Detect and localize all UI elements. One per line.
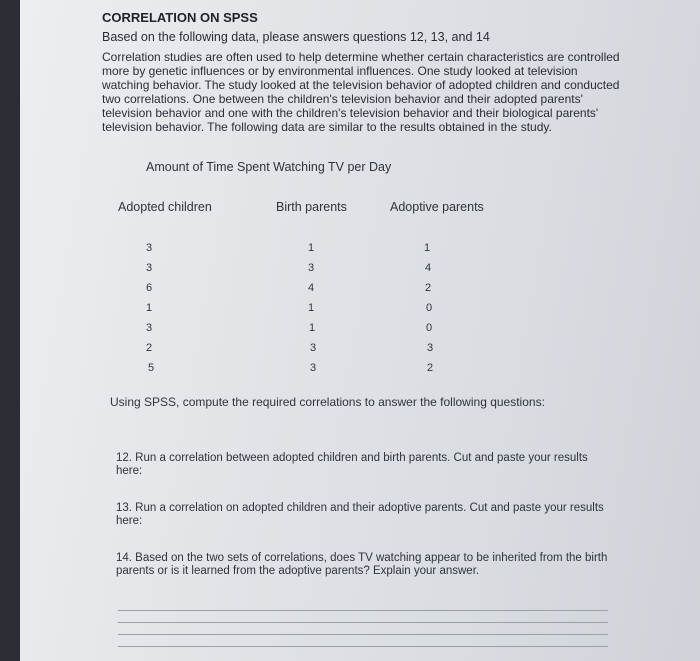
adopted-children-value: 3 (145, 242, 153, 254)
instructions-subtitle: Based on the following data, please answers questions 12, 13, and 14 (102, 30, 490, 44)
question-text: here: (116, 465, 143, 477)
question-14 (116, 552, 607, 578)
adopted-children-value: 3 (145, 322, 153, 334)
header-adoptive-parents: Adoptive parents (390, 200, 484, 214)
birth-parents-value: 1 (307, 302, 315, 314)
birth-parents-value: 3 (307, 262, 315, 274)
answer-line (118, 622, 608, 623)
page-title: CORRELATION ON SPSS (102, 10, 258, 25)
header-adopted-children: Adopted children (118, 200, 212, 214)
question-13 (116, 502, 604, 528)
birth-parents-value: 3 (309, 362, 317, 374)
adoptive-parents-value: 1 (423, 242, 431, 254)
adoptive-parents-value: 0 (425, 302, 433, 314)
adoptive-parents-value: 2 (424, 282, 432, 294)
birth-parents-value: 3 (309, 342, 317, 354)
worksheet-page (20, 0, 700, 661)
paragraph-line: watching behavior. The study looked at the television behavior of adopted children and conducted (102, 78, 620, 92)
birth-parents-value: 4 (307, 282, 315, 294)
adoptive-parents-value: 4 (424, 262, 432, 274)
table-caption: Amount of Time Spent Watching TV per Day (146, 160, 392, 174)
answer-line (118, 634, 608, 635)
answer-line (118, 646, 608, 647)
header-birth-parents: Birth parents (276, 200, 347, 214)
paragraph-line: television behavior. The following data are similar to the results obtained in the study. (102, 120, 552, 134)
question-text: here: (116, 515, 143, 527)
birth-parents-value: 1 (307, 242, 315, 254)
question-text: 14. Based on the two sets of correlations, does TV watching appear to be inherited from the birth (116, 552, 608, 564)
adoptive-parents-value: 0 (425, 322, 433, 334)
spss-instruction: Using SPSS, compute the required correlations to answer the following questions: (110, 395, 545, 409)
answer-line (118, 610, 608, 611)
adopted-children-value: 2 (145, 342, 153, 354)
adoptive-parents-value: 3 (426, 342, 434, 354)
adopted-children-value: 3 (145, 262, 153, 274)
description-paragraph (102, 50, 662, 134)
paragraph-line: Correlation studies are often used to help determine whether certain characteristics are controlled (102, 50, 620, 64)
adopted-children-value: 1 (145, 302, 153, 314)
adopted-children-value: 5 (147, 362, 155, 374)
question-text: parents or is it learned from the adoptive parents? Explain your answer. (116, 565, 480, 577)
question-text: 12. Run a correlation between adopted children and birth parents. Cut and paste your results (116, 452, 588, 464)
adopted-children-value: 6 (145, 282, 153, 294)
birth-parents-value: 1 (308, 322, 316, 334)
paragraph-line: more by genetic influences or by environmental influences. One study looked at television (102, 64, 578, 78)
paragraph-line: two correlations. One between the children's television behavior and their adopted parents' (102, 92, 583, 106)
question-text: 13. Run a correlation on adopted children and their adoptive parents. Cut and paste your results (116, 502, 604, 514)
adoptive-parents-value: 2 (426, 362, 434, 374)
paragraph-line: television behavior and one with the children's television behavior and their biological parents' (102, 106, 599, 120)
question-12 (116, 452, 588, 478)
